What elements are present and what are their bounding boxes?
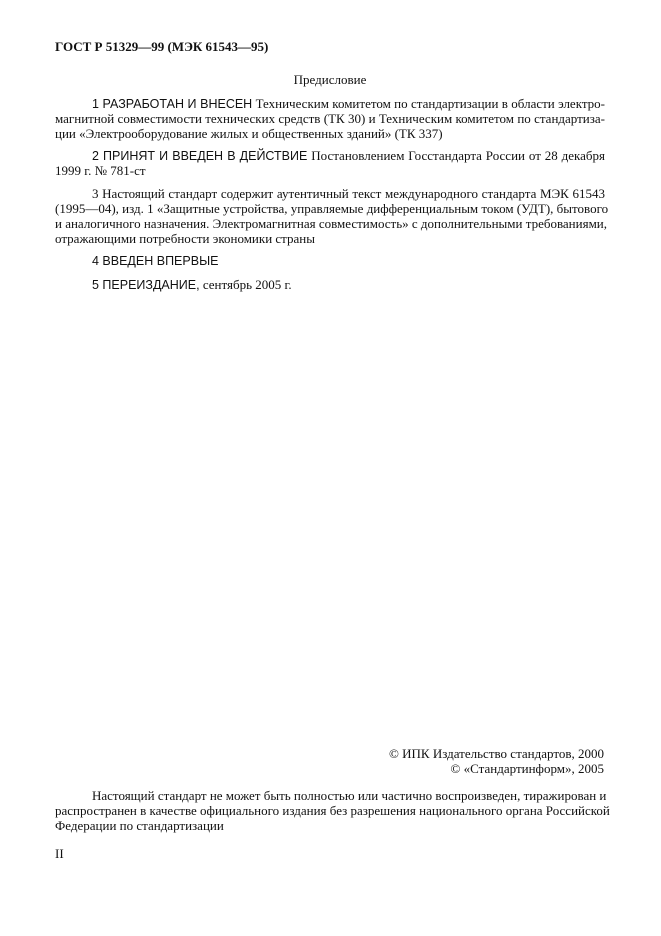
section-title: [0, 72, 661, 88]
copyright-block: [389, 746, 604, 776]
paragraph-lead: 4 ВВЕДЕН ВПЕРВЫЕ: [92, 254, 219, 268]
line-text: Постановлением Госстандарта России от 28 декабря: [311, 148, 606, 163]
paragraph-line: Настоящий стандарт не может быть полностью или частично воспроизведен, тиражирован и: [92, 788, 607, 803]
paragraph-line: [55, 148, 605, 163]
paragraph-lead: 1 РАЗРАБОТАН И ВНЕСЕН: [92, 97, 253, 111]
paragraph-line: отражающими потребности экономики страны: [55, 231, 315, 246]
paragraph-lead: 5 ПЕРЕИЗДАНИЕ,: [92, 278, 200, 292]
notice-paragraph: [55, 788, 610, 833]
paragraph-line: 3 Настоящий стандарт содержит аутентичный текст международного стандарта МЭК 61543: [92, 186, 605, 201]
paragraph-3: [55, 186, 609, 246]
paragraph-4: [55, 253, 605, 268]
document-header: ГОСТ Р 51329—99 (МЭК 61543—95): [55, 39, 269, 54]
section-title-text: Предисловие: [293, 72, 367, 87]
page-number: II: [55, 846, 64, 861]
copyright-line: © ИПК Издательство стандартов, 2000: [389, 746, 604, 761]
paragraph-line: Федерации по стандартизации: [55, 818, 224, 833]
line-text: Техническим комитетом по стандартизации в области электро-: [255, 96, 606, 111]
paragraph-line: (1995—04), изд. 1 «Защитные устройства, управляемые дифференциальным током (УДТ), бытового: [55, 201, 609, 216]
paragraph-line: и аналогичного назначения. Электромагнитная совместимость» с дополнительными требованиями,: [55, 216, 608, 231]
line-text: сентябрь 2005 г.: [202, 277, 292, 292]
paragraph-line: магнитной совместимости технических средств (ТК 30) и Техническим комитетом по стандартиза-: [55, 111, 605, 126]
paragraph-line: 1999 г. № 781-ст: [55, 163, 146, 178]
copyright-line: © «Стандартинформ», 2005: [450, 761, 604, 776]
paragraph-line: [55, 253, 605, 268]
paragraph-line: [55, 96, 605, 111]
paragraph-1: [55, 96, 605, 141]
paragraph-line: [55, 277, 605, 292]
paragraph-5: [55, 277, 605, 292]
paragraph-line: ции «Электрооборудование жилых и общественных зданий» (ТК 337): [55, 126, 443, 141]
paragraph-line: распространен в качестве официального издания без разрешения национального органа Российской: [55, 803, 610, 818]
paragraph-2: [55, 148, 605, 178]
paragraph-lead: 2 ПРИНЯТ И ВВЕДЕН В ДЕЙСТВИЕ: [92, 149, 308, 163]
